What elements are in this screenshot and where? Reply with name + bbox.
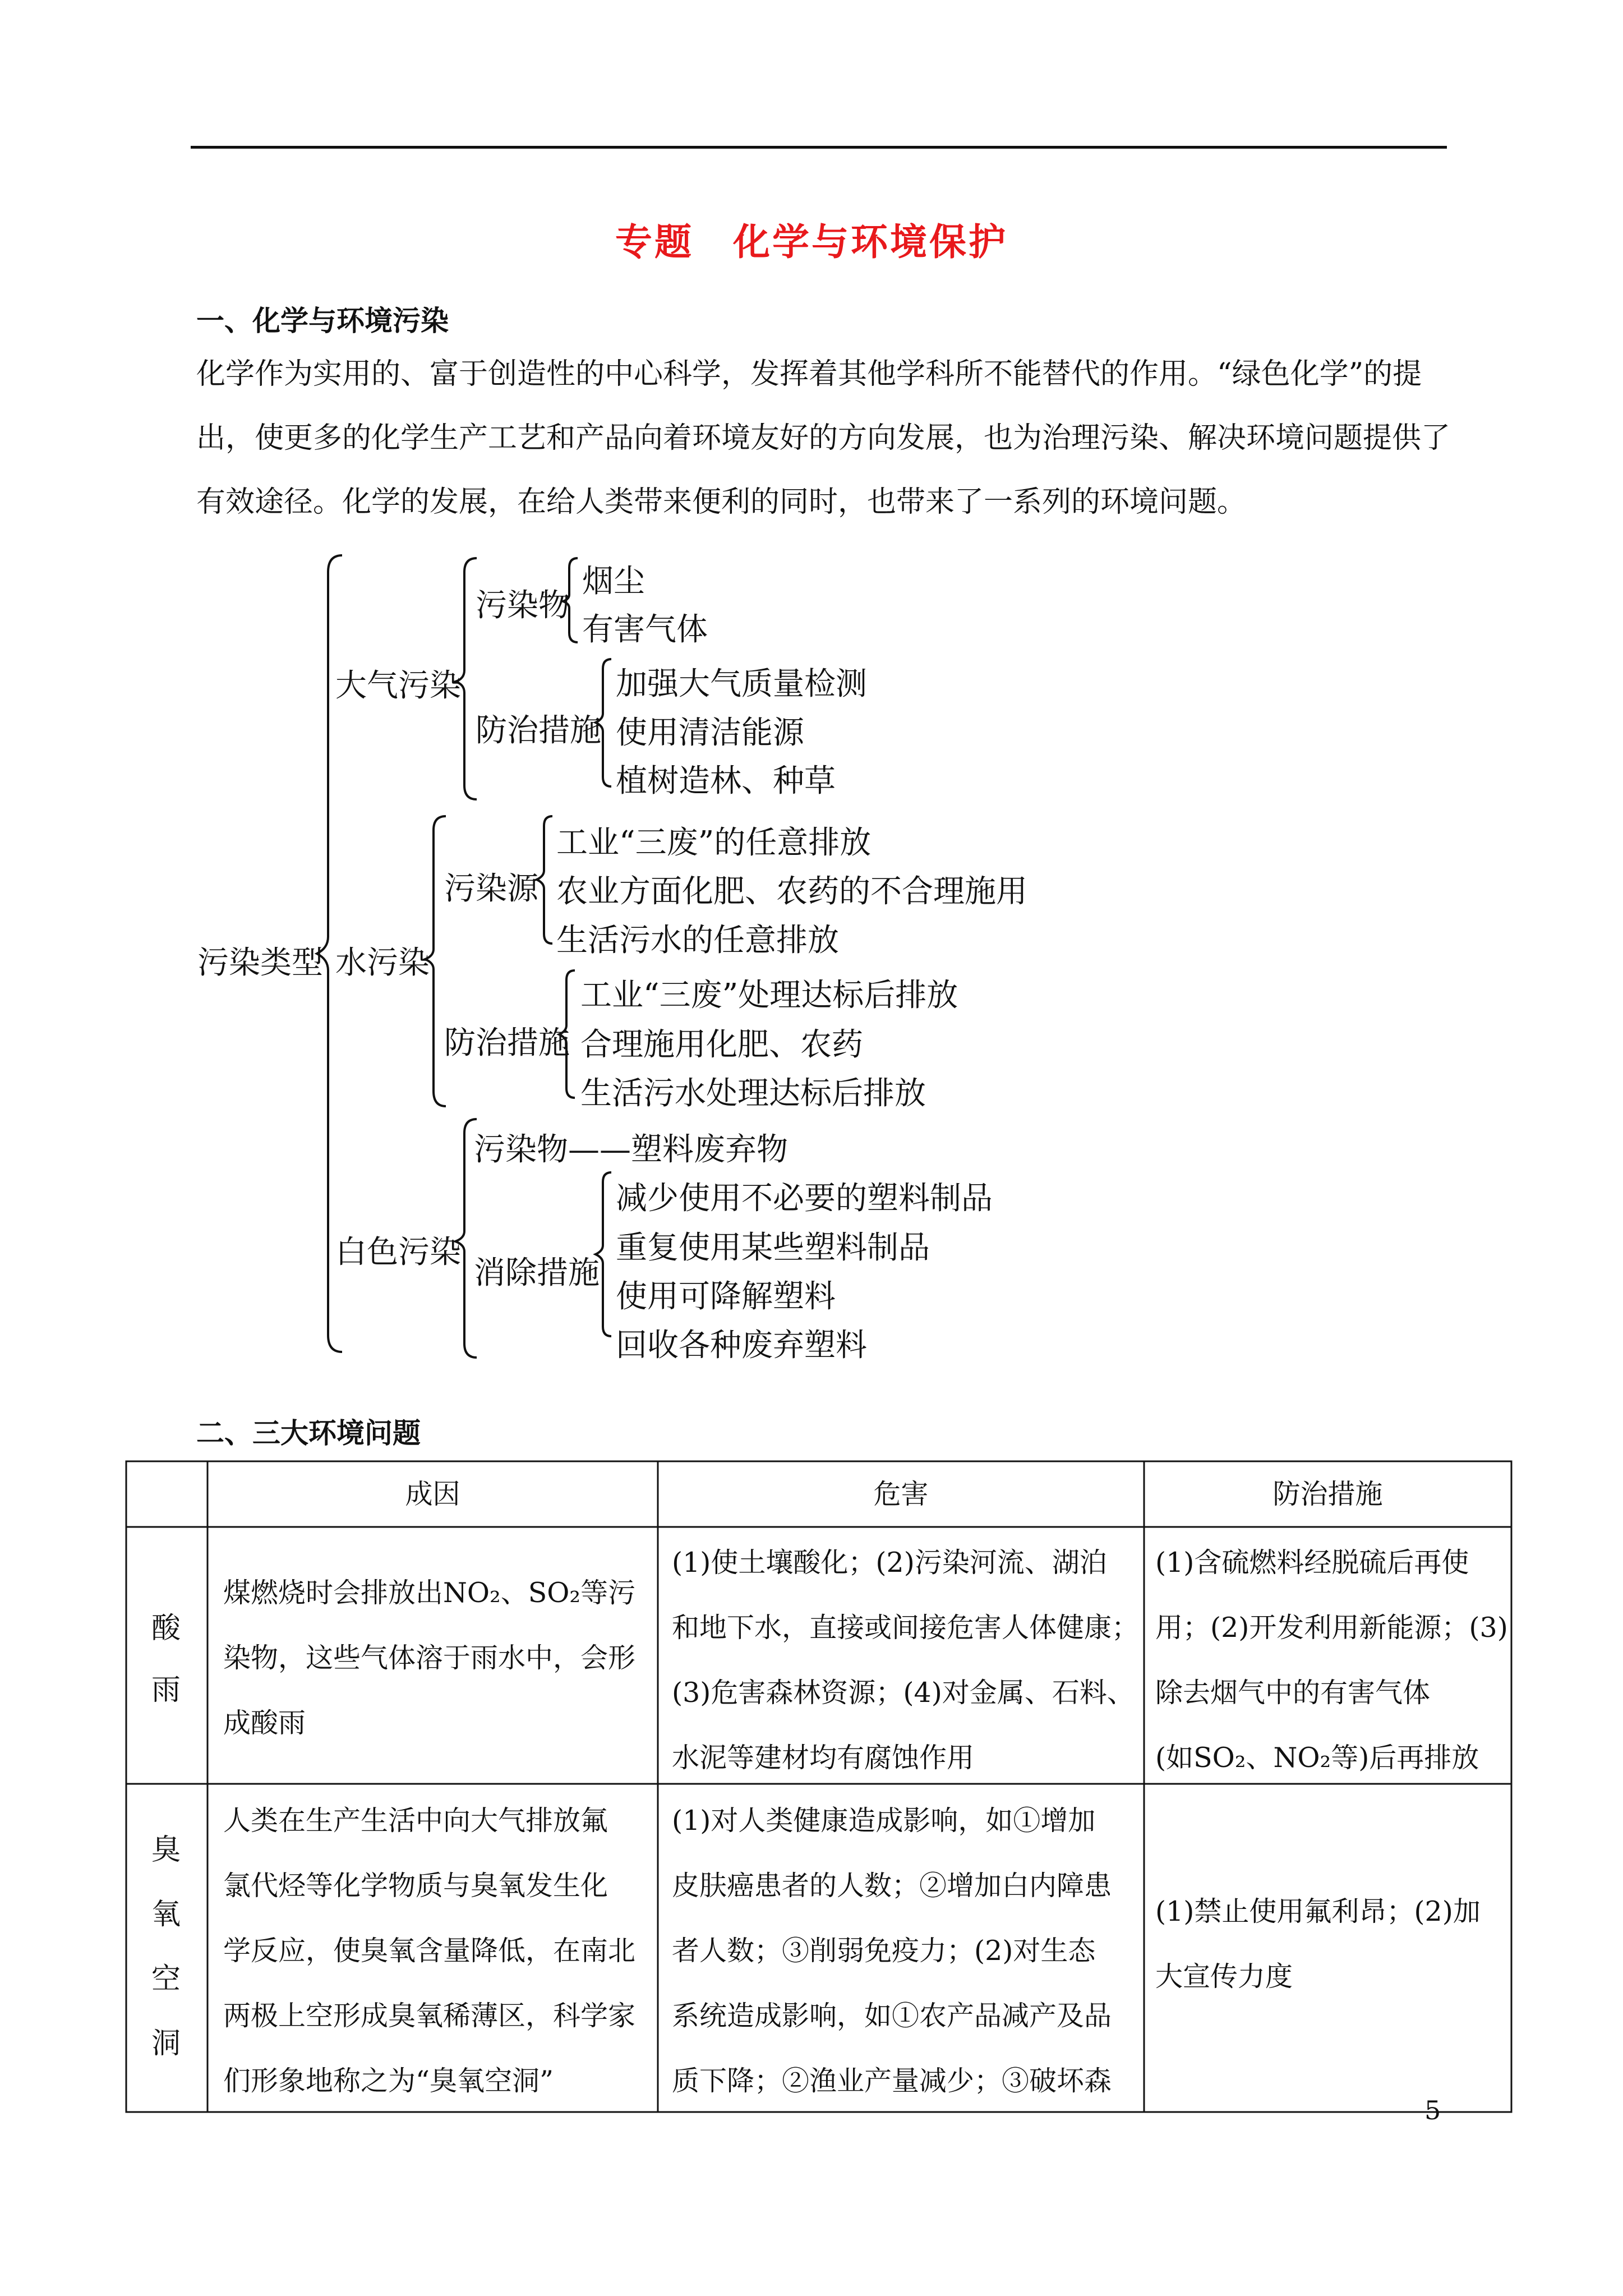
table-cell-cause xyxy=(223,1788,635,2114)
row-acid-rain-name-char: 雨 xyxy=(151,1673,181,1707)
paragraph-line: 出，使更多的化学生产工艺和产品向着环境友好的方向发展，也为治理污染、解决环境问题提供了 xyxy=(196,421,1451,455)
cell-line: 人类在生产生活中向大气排放氟 xyxy=(223,1805,608,1837)
tree-water-sources-label: 污染源 xyxy=(444,871,538,907)
tree-leaf: 农业方面化肥、农药的不合理施用 xyxy=(556,873,1027,910)
tree-leaf: 使用可降解塑料 xyxy=(616,1278,836,1315)
tree-water-label: 水污染 xyxy=(335,945,430,981)
section-heading-2: 二、三大环境问题 xyxy=(196,1417,421,1450)
tree-air-pollutants-label: 污染物 xyxy=(476,587,570,624)
tree-air-label: 大气污染 xyxy=(335,668,461,704)
row-acid-rain-name-char: 酸 xyxy=(151,1612,181,1645)
tree-leaf: 重复使用某些塑料制品 xyxy=(616,1230,930,1266)
tree-water-measures-label: 防治措施 xyxy=(444,1025,570,1061)
paragraph-line: 化学作为实用的、富于创造性的中心科学，发挥着其他学科所不能替代的作用。“绿色化学”的提 xyxy=(196,357,1422,391)
table-cell-cause xyxy=(223,1561,635,1756)
row-ozone-name-char: 空 xyxy=(151,1962,181,1996)
cell-line: 用；(2)开发利用新能源；(3) xyxy=(1155,1612,1508,1644)
cell-line: 们形象地称之为“臭氧空洞” xyxy=(223,2065,554,2097)
tree-white-label: 白色污染 xyxy=(335,1234,461,1271)
tree-root: 污染类型 xyxy=(197,945,323,981)
tree-leaf: 生活污水处理达标后排放 xyxy=(580,1075,926,1112)
section-heading-1: 一、化学与环境污染 xyxy=(196,305,449,337)
cell-line: 皮肤癌患者的人数；②增加白内障患 xyxy=(672,1870,1112,1902)
cell-line: (如SO₂、NO₂等)后再排放 xyxy=(1155,1742,1479,1774)
tree-leaf: 回收各种废弃塑料 xyxy=(616,1327,867,1364)
table-cell-measures xyxy=(1155,1879,1481,2009)
tree-leaf: 烟尘 xyxy=(582,563,645,600)
cell-line: (1)禁止使用氟利昂；(2)加 xyxy=(1155,1895,1481,1927)
cell-line: 染物，这些气体溶于雨水中，会形 xyxy=(223,1642,636,1674)
tree-leaf: 有害气体 xyxy=(582,611,708,648)
row-ozone-name-char: 洞 xyxy=(151,2027,181,2060)
cell-line: 两极上空形成臭氧稀薄区，科学家 xyxy=(223,2000,636,2032)
cell-line: 除去烟气中的有害气体 xyxy=(1155,1677,1431,1709)
table-cell-harm xyxy=(672,1530,1139,1791)
cell-line: (1)对人类健康造成影响，如①增加 xyxy=(672,1805,1096,1837)
table-header-harm: 危害 xyxy=(873,1478,929,1510)
tree-leaf: 合理施用化肥、农药 xyxy=(580,1027,863,1063)
cell-line: 大宣传力度 xyxy=(1155,1961,1293,1993)
tree-leaf: 减少使用不必要的塑料制品 xyxy=(616,1180,993,1217)
row-ozone-name-char: 氧 xyxy=(151,1898,181,1931)
cell-line: 者人数；③削弱免疫力；(2)对生态 xyxy=(672,1935,1096,1967)
cell-line: (3)危害森林资源；(4)对金属、石料、 xyxy=(672,1677,1135,1709)
page-title: 专题 化学与环境保护 xyxy=(615,220,1008,264)
tree-leaf: 生活污水的任意排放 xyxy=(556,922,839,959)
cell-line: 质下降；②渔业产量减少；③破坏森 xyxy=(672,2065,1112,2097)
cell-line: 成酸雨 xyxy=(223,1707,306,1739)
tree-white-pollutant: 污染物——塑料废弃物 xyxy=(474,1131,788,1168)
cell-line: (1)使土壤酸化；(2)污染河流、湖泊 xyxy=(672,1547,1107,1579)
cell-line: (1)含硫燃料经脱硫后再使 xyxy=(1155,1547,1469,1579)
cell-line: 系统造成影响，如①农产品减产及品 xyxy=(672,2000,1112,2032)
cell-line: 水泥等建材均有腐蚀作用 xyxy=(672,1742,975,1774)
page-number: 5 xyxy=(1424,2095,1441,2125)
cell-line: 学反应，使臭氧含量降低，在南北 xyxy=(223,1935,636,1967)
table-header-cause: 成因 xyxy=(405,1478,460,1510)
tree-leaf: 工业“三废”的任意排放 xyxy=(556,825,872,861)
tree-white-measures-label: 消除措施 xyxy=(474,1255,600,1291)
table-cell-measures xyxy=(1155,1530,1508,1791)
tree-leaf: 植树造林、种草 xyxy=(616,763,836,799)
cell-line: 煤燃烧时会排放出NO₂、SO₂等污 xyxy=(223,1577,636,1609)
cell-line: 和地下水，直接或间接危害人体健康； xyxy=(672,1612,1140,1644)
row-ozone-name-char: 臭 xyxy=(151,1833,181,1867)
tree-air-measures-label: 防治措施 xyxy=(476,712,601,749)
tree-leaf: 加强大气质量检测 xyxy=(616,666,867,702)
cell-line: 氯代烃等化学物质与臭氧发生化 xyxy=(223,1870,608,1902)
table-header-measures: 防治措施 xyxy=(1272,1478,1383,1510)
tree-leaf: 工业“三废”处理达标后排放 xyxy=(580,977,958,1014)
tree-leaf: 使用清洁能源 xyxy=(616,715,804,751)
paragraph-line: 有效途径。化学的发展，在给人类带来便利的同时，也带来了一系列的环境问题。 xyxy=(196,485,1247,519)
table-cell-harm xyxy=(672,1788,1112,2114)
